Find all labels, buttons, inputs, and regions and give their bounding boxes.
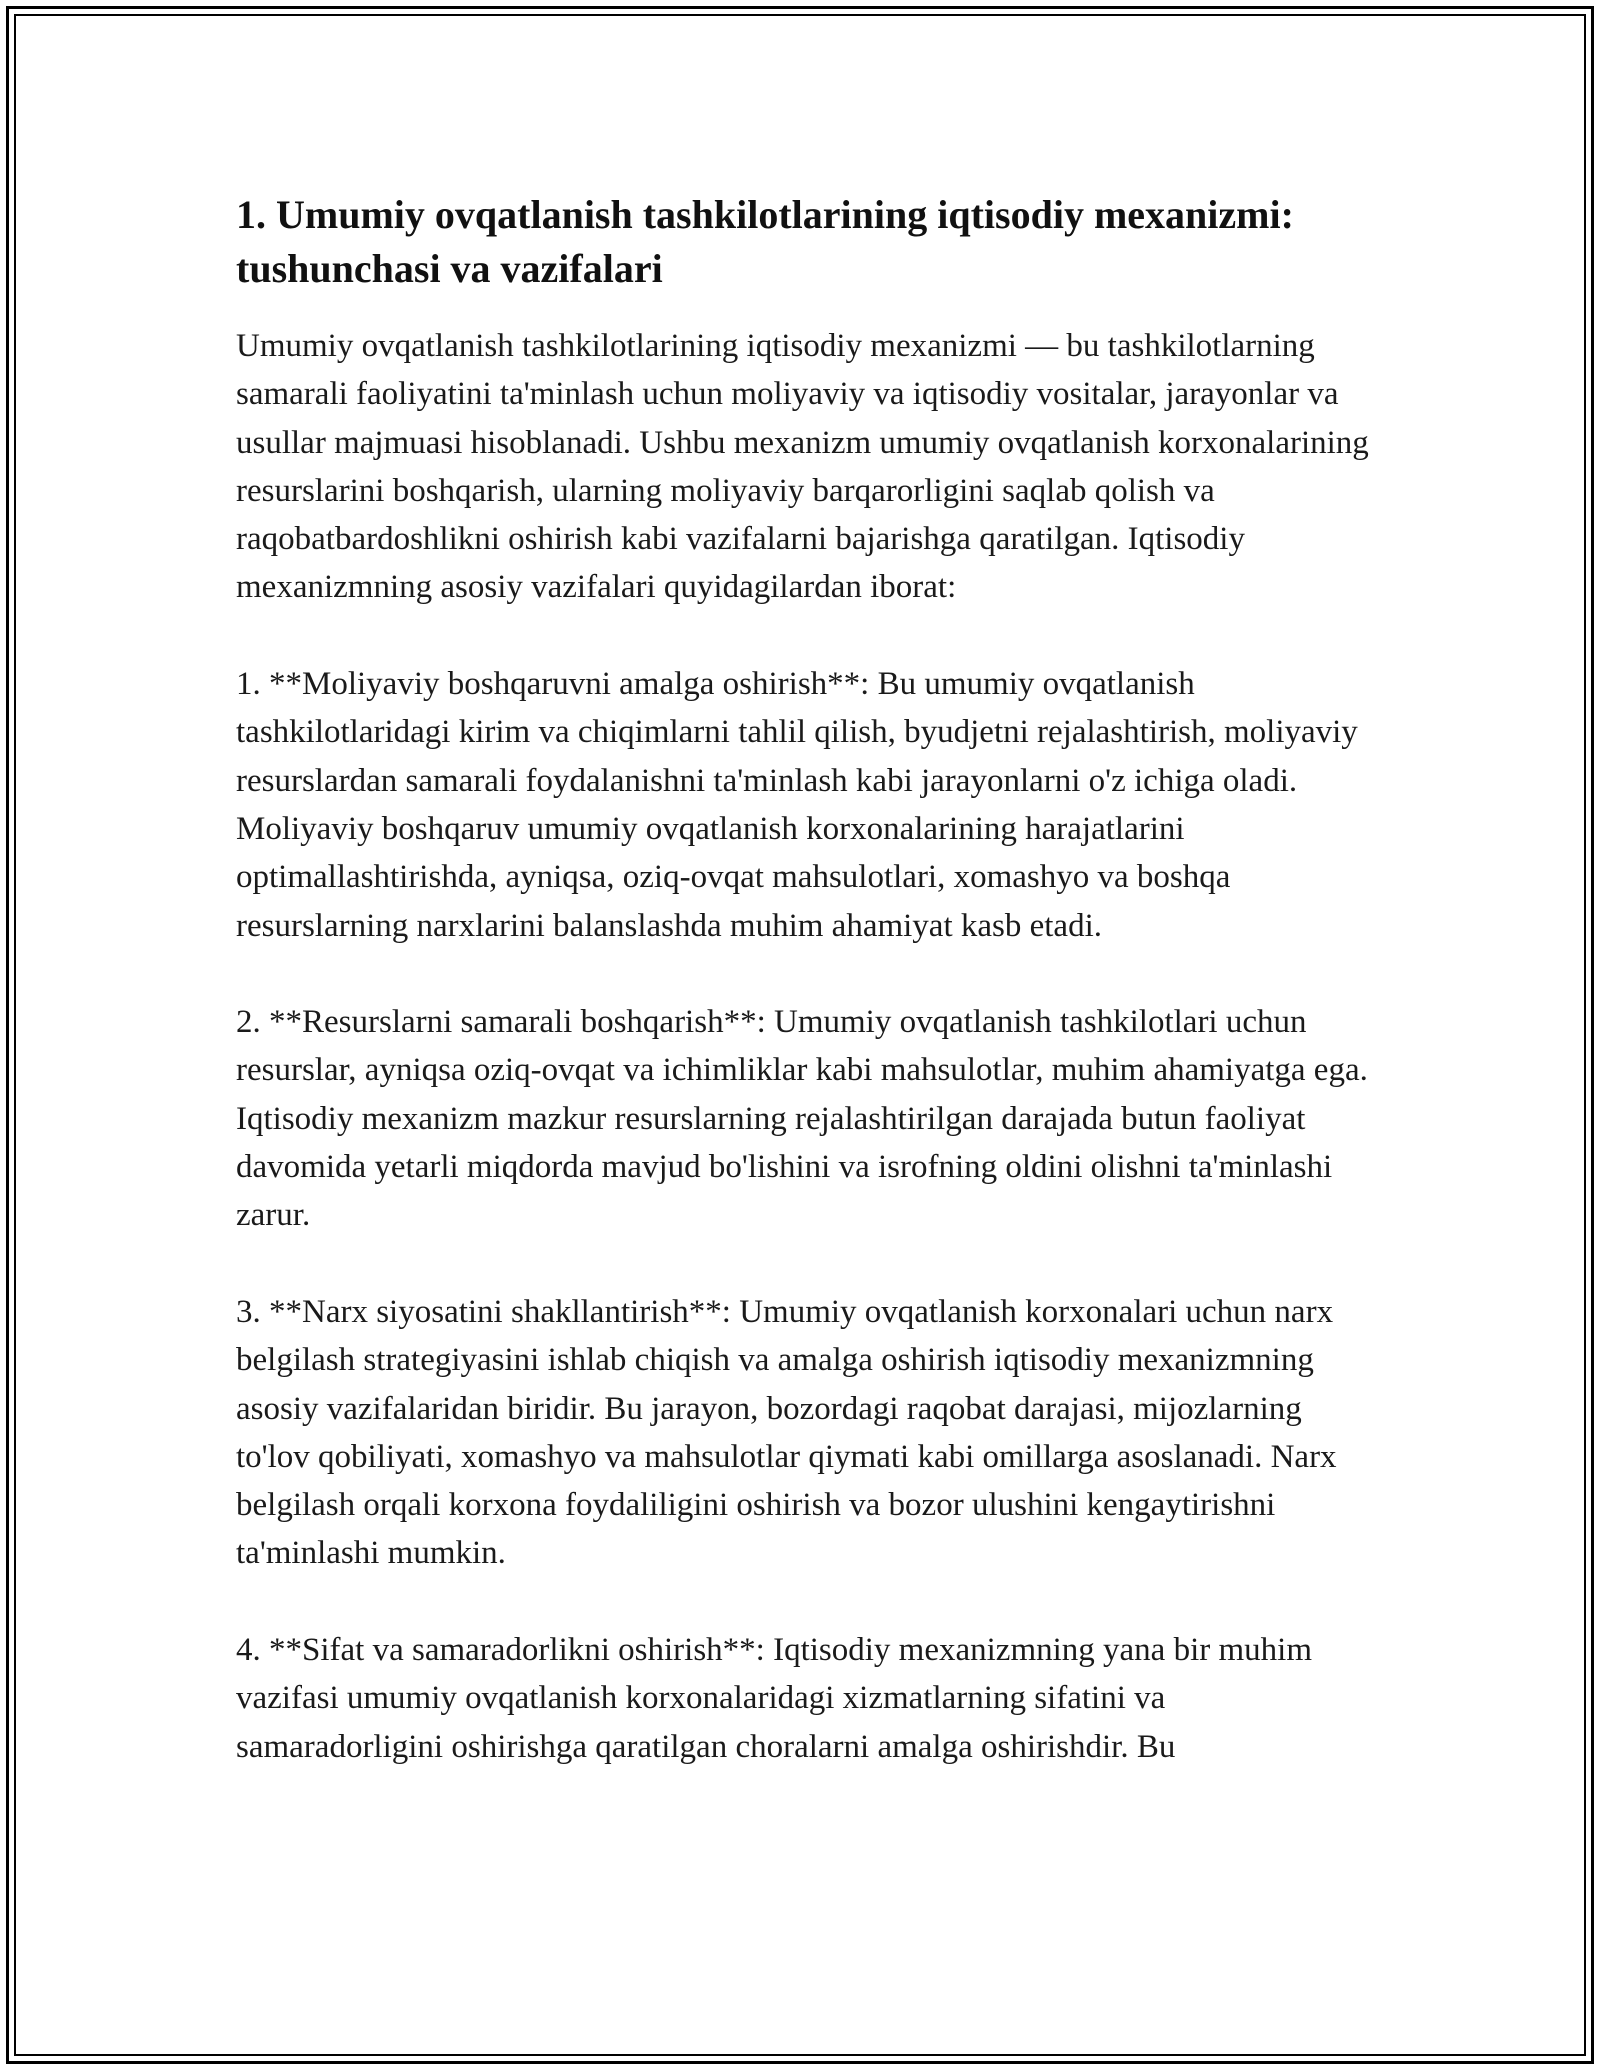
intro-paragraph: Umumiy ovqatlanish tashkilotlarining iqtisodiy mexanizmi — bu tashkilotlarning samarali faoliyatini ta'minlash uchun moliyaviy va iqtisodiy vositalar, jarayonlar va usullar majmuasi hisoblanadi. Ushbu mexanizm umumiy ovqatlanish korxonalarining resurslarini boshqarish, ularning moliyaviy barqarorligini saqlab qolish va raqobatbardoshlikni oshirish kabi vazifalarni bajarishga qaratilgan. Iqtisodiy mexanizmning asosiy vazifalari quyidagilardan iborat: bbox=[236, 328, 1369, 606]
document-body bbox=[236, 180, 1376, 1819]
section-heading: 1. Umumiy ovqatlanish tashkilotlarining iqtisodiy mexanizmi: tushunchasi va vazifalari bbox=[236, 192, 1294, 291]
list-item-quality-efficiency: 4. **Sifat va samaradorlikni oshirish**: Iqtisodiy mexanizmning yana bir muhim vazifasi umumiy ovqatlanish korxonalaridagi xizmatlarning sifatini va samaradorligini oshirishga qaratilgan choralarni amalga oshirishdir. Bu bbox=[236, 1632, 1312, 1765]
list-item-resource-management: 2. **Resurslarni samarali boshqarish**: Umumiy ovqatlanish tashkilotlari uchun resurslar, ayniqsa oziq-ovqat va ichimliklar kabi mahsulotlar, muhim ahamiyatga ega. Iqtisodiy mexanizm mazkur resurslarning rejalashtirilgan darajada butun faoliyat davomida yetarli miqdorda mavjud bo'lishini va isrofning oldini olishni ta'minlashi zarur. bbox=[236, 1004, 1368, 1234]
list-item-financial-management: 1. **Moliyaviy boshqaruvni amalga oshirish**: Bu umumiy ovqatlanish tashkilotlaridagi kirim va chiqimlarni tahlil qilish, byudjetni rejalashtirish, moliyaviy resurslardan samarali foydalanishni ta'minlash kabi jarayonlarni o'z ichiga oladi. Moliyaviy boshqaruv umumiy ovqatlanish korxonalarining harajatlarini optimallashtirishda, ayniqsa, oziq-ovqat mahsulotlari, xomashyo va boshqa resurslarning narxlarini balanslashda muhim ahamiyat kasb etadi. bbox=[236, 666, 1358, 944]
list-item-price-policy: 3. **Narx siyosatini shakllantirish**: Umumiy ovqatlanish korxonalari uchun narx belgilash strategiyasini ishlab chiqish va amalga oshirish iqtisodiy mexanizmning asosiy vazifalaridan biridir. Bu jarayon, bozordagi raqobat darajasi, mijozlarning to'lov qobiliyati, xomashyo va mahsulotlar qiymati kabi omillarga asoslanadi. Narx belgilash orqali korxona foydaliligini oshirish va bozor ulushini kengaytirishni ta'minlashi mumkin. bbox=[236, 1293, 1337, 1572]
